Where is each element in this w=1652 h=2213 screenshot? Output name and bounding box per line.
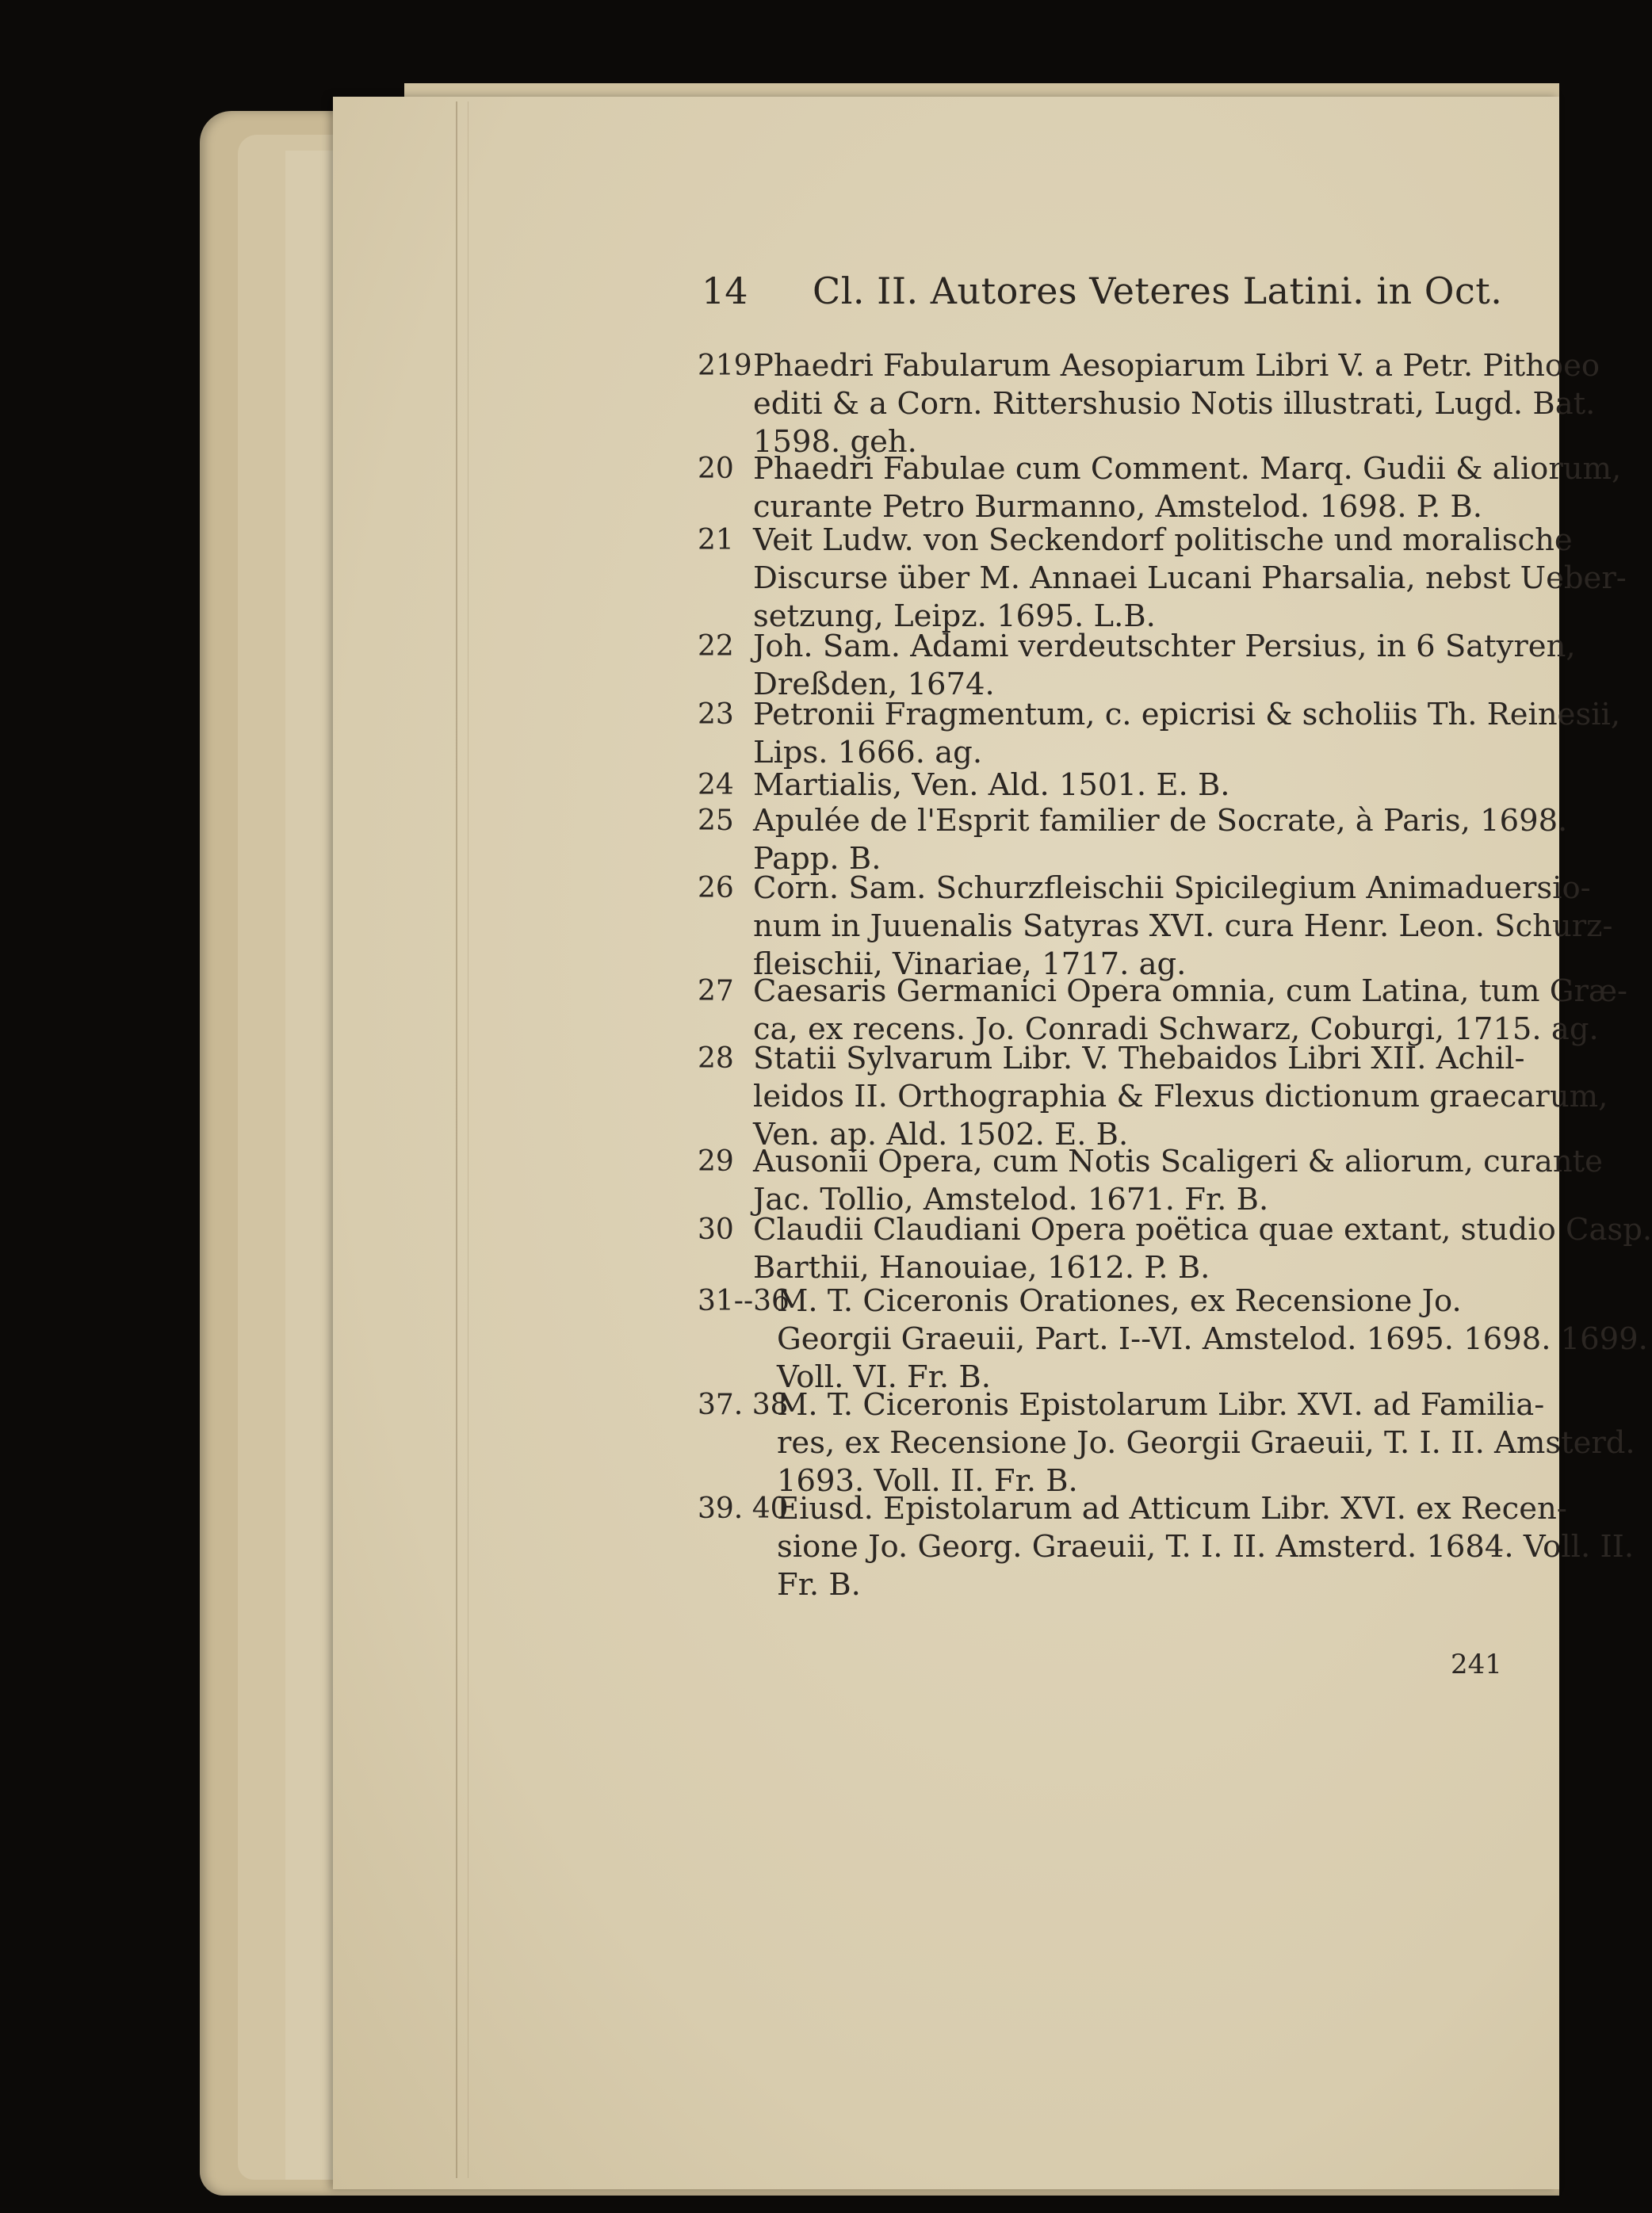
entry-line: Georgii Graeuii, Part. I--VI. Amstelod. 1695. 1698. 1699. bbox=[777, 1321, 1648, 1357]
entry-number: 31--36 bbox=[698, 1285, 790, 1317]
entry-line: Eiusd. Epistolarum ad Atticum Libr. XVI. ex Recen- bbox=[777, 1491, 1567, 1527]
entry-line: Caesaris Germanici Opera omnia, cum Latina, tum Græ- bbox=[753, 973, 1628, 1009]
entry-number: 20 bbox=[698, 453, 734, 485]
entry-line: Claudii Claudiani Opera poëtica quae extant, studio Casp. bbox=[753, 1212, 1652, 1248]
entry-line: Martialis, Ven. Ald. 1501. E. B. bbox=[753, 767, 1230, 803]
entry-line: Phaedri Fabularum Aesopiarum Libri V. a Petr. Pithoeo bbox=[753, 348, 1600, 384]
entry-number: 23 bbox=[698, 698, 734, 731]
entry-line: Phaedri Fabulae cum Comment. Marq. Gudii & aliorum, bbox=[753, 451, 1622, 487]
entry-line: setzung, Leipz. 1695. L.B. bbox=[753, 598, 1156, 634]
header-title: Cl. II. Autores Veteres Latini. in Oct. bbox=[813, 269, 1503, 312]
entry-line: ca, ex recens. Jo. Conradi Schwarz, Coburgi, 1715. ag. bbox=[753, 1011, 1599, 1047]
entry-line: leidos II. Orthographia & Flexus dictionum graecarum, bbox=[753, 1079, 1608, 1114]
entry-number: 37. 38 bbox=[698, 1389, 789, 1421]
entry-line: 1693. Voll. II. Fr. B. bbox=[777, 1463, 1078, 1499]
entry-number: 29 bbox=[698, 1145, 734, 1178]
entry-line: Ven. ap. Ald. 1502. E. B. bbox=[753, 1117, 1129, 1152]
entry-number: 27 bbox=[698, 975, 734, 1007]
entry-number: 30 bbox=[698, 1214, 734, 1246]
entry-number: 22 bbox=[698, 630, 734, 663]
entry-line: editi & a Corn. Rittershusio Notis illustrati, Lugd. Bat. bbox=[753, 386, 1596, 422]
gutter-line bbox=[456, 101, 457, 2178]
entry-line: 1598. geh. bbox=[753, 424, 917, 460]
entry-line: fleischii, Vinariae, 1717. ag. bbox=[753, 946, 1187, 982]
entry-number: 21 bbox=[698, 524, 734, 556]
entry-line: num in Juuenalis Satyras XVI. cura Henr. Leon. Schurz- bbox=[753, 908, 1613, 944]
entry-line: Dreßden, 1674. bbox=[753, 667, 995, 702]
catchword: 241 bbox=[1451, 1649, 1502, 1680]
entry-line: Fr. B. bbox=[777, 1567, 861, 1603]
entry-number: 219 bbox=[698, 350, 752, 382]
page-number: 14 bbox=[702, 269, 748, 312]
entry-line: Lips. 1666. ag. bbox=[753, 735, 983, 770]
entry-number: 25 bbox=[698, 805, 734, 837]
running-header bbox=[702, 269, 1503, 317]
entry-line: res, ex Recensione Jo. Georgii Graeuii, T. I. II. Amsterd. bbox=[777, 1425, 1635, 1461]
entry-line: Apulée de l'Esprit familier de Socrate, à Paris, 1698. bbox=[753, 803, 1568, 839]
entry-number: 28 bbox=[698, 1042, 734, 1075]
entry-line: Ausonii Opera, cum Notis Scaligeri & aliorum, curante bbox=[753, 1144, 1603, 1179]
entry-line: sione Jo. Georg. Graeuii, T. I. II. Amsterd. 1684. Voll. II. bbox=[777, 1529, 1635, 1565]
entry-number: 39. 40 bbox=[698, 1493, 789, 1525]
entry-line: Jac. Tollio, Amstelod. 1671. Fr. B. bbox=[753, 1182, 1269, 1217]
entry-line: M. T. Ciceronis Orationes, ex Recensione Jo. bbox=[777, 1283, 1462, 1319]
entry-line: Papp. B. bbox=[753, 841, 881, 877]
entry-line: M. T. Ciceronis Epistolarum Libr. XVI. ad Familia- bbox=[777, 1387, 1545, 1423]
entry-line: Veit Ludw. von Seckendorf politische und moralische bbox=[753, 522, 1573, 558]
entry-line: Discurse über M. Annaei Lucani Pharsalia, nebst Ueber- bbox=[753, 560, 1627, 596]
entry-line: Statii Sylvarum Libr. V. Thebaidos Libri XII. Achil- bbox=[753, 1041, 1525, 1076]
entry-line: Corn. Sam. Schurzfleischii Spicilegium Animaduersio- bbox=[753, 870, 1591, 906]
entry-line: Voll. VI. Fr. B. bbox=[777, 1359, 991, 1395]
entry-line: curante Petro Burmanno, Amstelod. 1698. P. B. bbox=[753, 489, 1482, 525]
entry-number: 26 bbox=[698, 872, 734, 904]
entry-line: Barthii, Hanouiae, 1612. P. B. bbox=[753, 1250, 1210, 1286]
entry-line: Petronii Fragmentum, c. epicrisi & scholiis Th. Reinesii, bbox=[753, 697, 1621, 732]
entry-line: Joh. Sam. Adami verdeutschter Persius, in 6 Satyren, bbox=[753, 629, 1576, 664]
entry-number: 24 bbox=[698, 769, 734, 801]
